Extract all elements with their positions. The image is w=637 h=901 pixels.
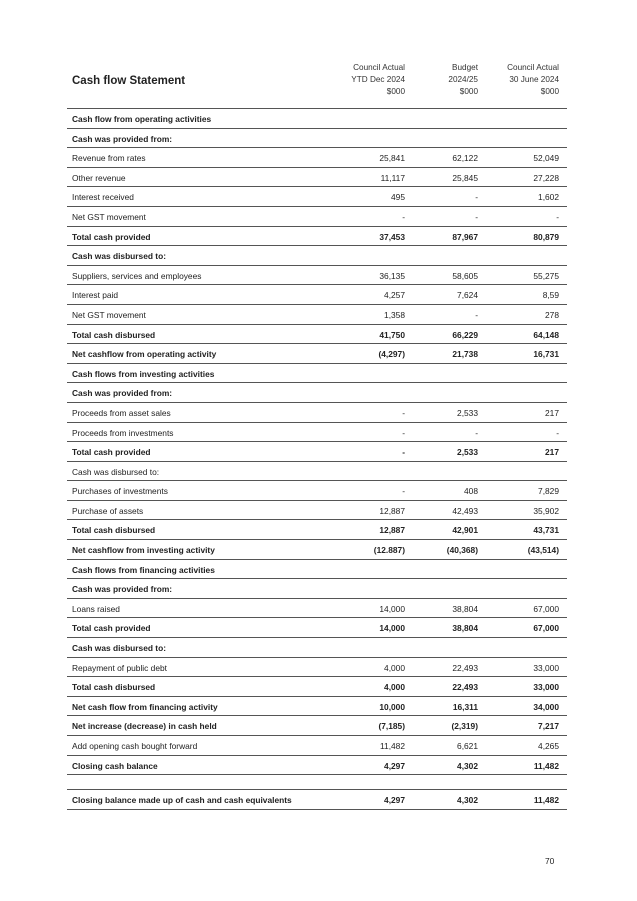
table-row (67, 227, 567, 247)
table-row (67, 442, 567, 462)
column-header-prior-year (479, 62, 559, 98)
cell-prior-actual: 8,59 (542, 290, 559, 301)
cell-budget: 38,804 (452, 603, 478, 614)
cell-prior-actual: 278 (545, 309, 559, 320)
row-label: Closing cash balance (72, 760, 158, 771)
cell-budget: 38,804 (452, 623, 478, 634)
cell-ytd-actual: 12,887 (379, 525, 405, 536)
cell-ytd-actual: 37,453 (379, 231, 405, 242)
cell-prior-actual: 43,731 (533, 525, 559, 536)
row-label: Loans raised (72, 603, 120, 614)
cell-budget: 66,229 (452, 329, 478, 340)
cell-budget: 6,621 (457, 741, 478, 751)
row-label: Add opening cash bought forward (72, 741, 198, 751)
cell-prior-actual: (43,514) (527, 545, 559, 556)
cell-budget: - (475, 211, 478, 222)
table-row (67, 677, 567, 697)
table-row (67, 285, 567, 305)
row-label: Total cash disbursed (72, 329, 156, 340)
cell-ytd-actual: 25,841 (379, 153, 405, 164)
table-row (67, 266, 567, 286)
cell-budget: (2,319) (451, 721, 478, 732)
table-row (67, 697, 567, 717)
table-row (67, 305, 567, 325)
row-label: Cash was provided from: (72, 133, 173, 144)
row-label: Closing balance made up of cash and cash equivalents (72, 795, 292, 806)
cell-ytd-actual: 4,257 (384, 290, 405, 301)
table-row (67, 481, 567, 501)
table-row (67, 364, 567, 384)
table-row (67, 560, 567, 580)
cell-budget: 62,122 (452, 153, 478, 164)
column-header-line: Council Actual (507, 63, 559, 72)
column-header-budget (398, 62, 478, 98)
column-header-ytd (325, 62, 405, 98)
cell-prior-actual: - (556, 211, 559, 222)
row-label: Cash was disbursed to: (72, 643, 167, 654)
table-row (67, 148, 567, 168)
row-label: Suppliers, services and employees (72, 270, 202, 281)
cell-budget: 2,533 (457, 407, 478, 418)
cell-prior-actual: 217 (545, 407, 559, 418)
table-row (67, 168, 567, 188)
table-row (67, 638, 567, 658)
cell-budget: 7,624 (457, 290, 478, 301)
cell-budget: 408 (464, 486, 478, 497)
cell-prior-actual: 33,000 (533, 662, 559, 673)
table-row (67, 501, 567, 521)
row-label: Purchase of assets (72, 505, 144, 516)
cell-prior-actual: 217 (545, 447, 559, 458)
page-title: Cash flow Statement (72, 75, 186, 87)
cell-ytd-actual: 4,000 (384, 662, 405, 673)
cash-flow-table (67, 108, 567, 810)
cell-ytd-actual: 10,000 (379, 701, 405, 712)
cell-ytd-actual: - (402, 427, 405, 438)
cell-prior-actual: 80,879 (533, 231, 559, 242)
row-label: Net GST movement (72, 211, 146, 222)
table-row (67, 658, 567, 678)
row-label: Net cash flow from financing activity (72, 701, 218, 712)
row-label: Total cash provided (72, 447, 151, 458)
table-row (67, 423, 567, 443)
cell-budget: (40,368) (446, 545, 478, 556)
cell-ytd-actual: - (402, 486, 405, 497)
row-label: Cash was disbursed to: (72, 466, 160, 477)
cell-ytd-actual: 11,117 (380, 172, 405, 183)
row-label: Proceeds from asset sales (72, 407, 171, 418)
column-header-line: Council Actual (353, 63, 405, 72)
table-spacer (67, 775, 567, 789)
table-row (67, 716, 567, 736)
cell-ytd-actual: 14,000 (379, 603, 405, 614)
row-label: Cash was provided from: (72, 584, 173, 595)
cell-budget: 4,302 (457, 760, 478, 771)
cell-ytd-actual: (12.887) (373, 545, 405, 556)
cell-prior-actual: 11,482 (533, 795, 559, 806)
row-label: Repayment of public debt (72, 662, 167, 673)
row-label: Total cash provided (72, 231, 151, 242)
column-header-line: 30 June 2024 (509, 75, 559, 84)
table-row (67, 579, 567, 599)
cell-ytd-actual: 36,135 (379, 270, 405, 281)
row-label: Cash flows from financing activities (72, 564, 215, 575)
row-label: Net cashflow from investing activity (72, 545, 215, 556)
cell-ytd-actual: 41,750 (379, 329, 405, 340)
cell-ytd-actual: 4,297 (384, 760, 405, 771)
row-label: Cash flows from investing activities (72, 368, 215, 379)
table-row (67, 599, 567, 619)
cell-prior-actual: 27,228 (533, 172, 559, 183)
row-label: Total cash disbursed (72, 525, 156, 536)
row-label: Revenue from rates (72, 153, 146, 164)
row-label: Interest paid (72, 290, 119, 301)
table-row (67, 325, 567, 345)
row-label: Net increase (decrease) in cash held (72, 721, 217, 732)
cell-prior-actual: 35,902 (533, 505, 559, 516)
column-header-line: $000 (459, 87, 478, 96)
column-header-line: $000 (386, 87, 405, 96)
row-label: Net GST movement (72, 309, 146, 320)
cell-prior-actual: 67,000 (533, 603, 559, 614)
cell-ytd-actual: (7,185) (378, 721, 405, 732)
row-label: Cash was disbursed to: (72, 251, 167, 262)
cell-prior-actual: 11,482 (533, 760, 559, 771)
cell-budget: - (475, 427, 478, 438)
cell-ytd-actual: 1,358 (384, 309, 405, 320)
table-row (67, 246, 567, 266)
cell-budget: 22,493 (452, 682, 478, 693)
column-header-line: 2024/25 (448, 75, 478, 84)
cell-ytd-actual: 12,887 (379, 505, 405, 516)
cell-ytd-actual: 495 (391, 192, 405, 203)
cell-prior-actual: 64,148 (533, 329, 559, 340)
cell-ytd-actual: 11,482 (380, 741, 405, 751)
row-label: Other revenue (72, 172, 126, 183)
table-row (67, 789, 567, 810)
row-label: Cash was provided from: (72, 388, 173, 399)
row-label: Cash flow from operating activities (72, 114, 212, 124)
cell-prior-actual: 34,000 (533, 701, 559, 712)
row-label: Purchases of investments (72, 486, 168, 497)
cell-budget: 16,311 (452, 701, 478, 712)
table-row (67, 736, 567, 756)
row-label: Total cash disbursed (72, 682, 156, 693)
cell-ytd-actual: - (402, 211, 405, 222)
table-row (67, 540, 567, 560)
cell-prior-actual: 33,000 (533, 682, 559, 693)
cell-prior-actual: 67,000 (533, 623, 559, 634)
table-row (67, 462, 567, 482)
table-row (67, 344, 567, 364)
cell-budget: 25,845 (452, 172, 478, 183)
row-label: Interest received (72, 192, 134, 203)
table-row (67, 618, 567, 638)
table-row (67, 129, 567, 149)
cell-budget: 2,533 (457, 447, 478, 458)
cell-ytd-actual: 14,000 (379, 623, 405, 634)
row-label: Total cash provided (72, 623, 151, 634)
cell-prior-actual: 7,217 (538, 721, 559, 732)
column-header-line: YTD Dec 2024 (351, 75, 405, 84)
cell-prior-actual: 7,829 (538, 486, 559, 497)
cell-budget: 4,302 (457, 795, 478, 806)
cell-budget: 21,738 (452, 349, 478, 360)
table-row (67, 756, 567, 776)
cell-prior-actual: 55,275 (533, 270, 559, 281)
table-row (67, 383, 567, 403)
table-row (67, 109, 567, 129)
table-row (67, 520, 567, 540)
cell-ytd-actual: 4,000 (384, 682, 405, 693)
column-header-line: $000 (540, 87, 559, 96)
cell-budget: 42,493 (452, 505, 478, 516)
cell-budget: 42,901 (452, 525, 478, 536)
cell-budget: 87,967 (452, 231, 478, 242)
cell-budget: - (475, 192, 478, 203)
cell-ytd-actual: - (402, 447, 405, 458)
cell-prior-actual: 16,731 (533, 349, 559, 360)
cell-ytd-actual: 4,297 (384, 795, 405, 806)
statement-header (67, 62, 567, 108)
cell-budget: - (475, 309, 478, 320)
page-number: 70 (545, 856, 555, 866)
cell-prior-actual: 4,265 (538, 741, 559, 751)
table-row (67, 207, 567, 227)
cell-prior-actual: 1,602 (538, 192, 559, 203)
cell-ytd-actual: (4,297) (378, 349, 405, 360)
cell-prior-actual: 52,049 (533, 153, 559, 164)
cell-prior-actual: - (556, 427, 559, 438)
table-row (67, 187, 567, 207)
table-row (67, 403, 567, 423)
cell-ytd-actual: - (402, 407, 405, 418)
row-label: Proceeds from investments (72, 427, 174, 438)
row-label: Net cashflow from operating activity (72, 349, 217, 360)
cell-budget: 58,605 (452, 270, 478, 281)
cell-budget: 22,493 (452, 662, 478, 673)
column-header-line: Budget (452, 63, 478, 72)
